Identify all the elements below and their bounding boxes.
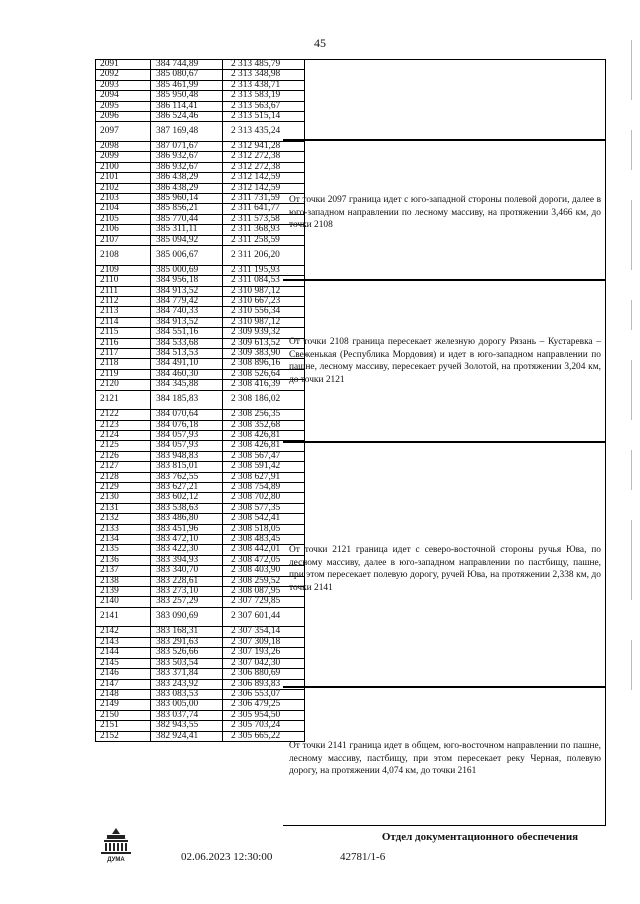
- document-number: 42781/1-6: [340, 851, 386, 863]
- y-coordinate-cell: 2 312 142,59: [223, 173, 305, 183]
- y-coordinate-cell: 2 310 667,23: [223, 296, 305, 306]
- point-number-cell: 2137: [96, 566, 151, 576]
- x-coordinate-cell: 383 037,74: [151, 710, 223, 720]
- table-row: [96, 441, 305, 451]
- y-coordinate-cell: 2 308 702,80: [223, 493, 305, 503]
- x-coordinate-cell: 384 057,93: [151, 441, 223, 451]
- y-coordinate-cell: 2 305 703,24: [223, 721, 305, 731]
- point-number-cell: 2132: [96, 514, 151, 524]
- y-coordinate-cell: 2 312 272,38: [223, 162, 305, 172]
- point-number-cell: 2128: [96, 472, 151, 482]
- boundary-sheet: [95, 59, 606, 826]
- table-row: [96, 204, 305, 214]
- table-row: [96, 80, 305, 90]
- y-coordinate-cell: 2 311 731,59: [223, 194, 305, 204]
- point-number-cell: 2150: [96, 710, 151, 720]
- page-edge-marks: [628, 40, 636, 760]
- x-coordinate-cell: 383 257,29: [151, 597, 223, 607]
- point-number-cell: 2103: [96, 194, 151, 204]
- y-coordinate-cell: 2 306 553,07: [223, 689, 305, 699]
- y-coordinate-cell: 2 307 354,14: [223, 627, 305, 637]
- x-coordinate-cell: 383 472,10: [151, 535, 223, 545]
- x-coordinate-cell: 385 770,44: [151, 214, 223, 224]
- table-row: [96, 597, 305, 607]
- y-coordinate-cell: 2 313 563,67: [223, 101, 305, 111]
- point-number-cell: 2125: [96, 441, 151, 451]
- description-cell-2108: [283, 280, 606, 442]
- x-coordinate-cell: 384 460,30: [151, 369, 223, 379]
- description-cell-2141: [283, 687, 606, 826]
- table-row: [96, 390, 305, 410]
- y-coordinate-cell: 2 306 880,69: [223, 669, 305, 679]
- point-number-cell: 2094: [96, 91, 151, 101]
- description-text-2141: От точки 2141 граница идет в общем, юго-восточном направлении по пашне, лесному массиву, пастбищу, при этом пересекает реку Черная, полевую дорогу, на протяжении 4,074 км, до точки 2161: [289, 741, 601, 777]
- x-coordinate-cell: 383 371,84: [151, 669, 223, 679]
- point-number-cell: 2108: [96, 246, 151, 266]
- x-coordinate-cell: 387 169,48: [151, 122, 223, 142]
- x-coordinate-cell: 383 602,12: [151, 493, 223, 503]
- x-coordinate-cell: 386 524,46: [151, 112, 223, 122]
- x-coordinate-cell: 384 070,64: [151, 410, 223, 420]
- table-row: [96, 60, 305, 70]
- point-number-cell: 2140: [96, 597, 151, 607]
- table-row: [96, 545, 305, 555]
- point-number-cell: 2121: [96, 390, 151, 410]
- description-cell-2097: [283, 140, 606, 280]
- point-number-cell: 2138: [96, 576, 151, 586]
- x-coordinate-cell: 385 094,92: [151, 235, 223, 245]
- table-row: [96, 493, 305, 503]
- x-coordinate-cell: 384 076,18: [151, 420, 223, 430]
- y-coordinate-cell: 2 307 042,30: [223, 658, 305, 668]
- y-coordinate-cell: 2 308 472,05: [223, 555, 305, 565]
- y-coordinate-cell: 2 308 403,90: [223, 566, 305, 576]
- point-number-cell: 2100: [96, 162, 151, 172]
- y-coordinate-cell: 2 311 368,93: [223, 225, 305, 235]
- point-number-cell: 2105: [96, 214, 151, 224]
- x-coordinate-cell: 382 943,55: [151, 721, 223, 731]
- y-coordinate-cell: 2 313 485,79: [223, 60, 305, 70]
- x-coordinate-cell: 382 924,41: [151, 731, 223, 741]
- y-coordinate-cell: 2 309 939,32: [223, 328, 305, 338]
- table-row: [96, 162, 305, 172]
- x-coordinate-cell: 383 422,30: [151, 545, 223, 555]
- x-coordinate-cell: 383 538,63: [151, 503, 223, 513]
- x-coordinate-cell: 383 627,21: [151, 483, 223, 493]
- x-coordinate-cell: 386 932,67: [151, 162, 223, 172]
- table-row: [96, 276, 305, 286]
- table-row: [96, 194, 305, 204]
- y-coordinate-cell: 2 308 591,42: [223, 462, 305, 472]
- table-row: [96, 112, 305, 122]
- table-row: [96, 70, 305, 80]
- point-number-cell: 2124: [96, 430, 151, 440]
- point-number-cell: 2093: [96, 80, 151, 90]
- x-coordinate-cell: 384 551,16: [151, 328, 223, 338]
- x-coordinate-cell: 385 000,69: [151, 265, 223, 275]
- table-row: [96, 122, 305, 142]
- svg-text:ДУМА: ДУМА: [107, 857, 125, 863]
- y-coordinate-cell: 2 313 583,19: [223, 91, 305, 101]
- y-coordinate-cell: 2 305 665,22: [223, 731, 305, 741]
- point-number-cell: 2133: [96, 524, 151, 534]
- table-row: [96, 566, 305, 576]
- x-coordinate-cell: 385 461,99: [151, 80, 223, 90]
- point-number-cell: 2152: [96, 731, 151, 741]
- point-number-cell: 2096: [96, 112, 151, 122]
- x-coordinate-cell: 383 168,31: [151, 627, 223, 637]
- y-coordinate-cell: 2 311 206,20: [223, 246, 305, 266]
- y-coordinate-cell: 2 308 577,35: [223, 503, 305, 513]
- point-number-cell: 2146: [96, 669, 151, 679]
- y-coordinate-cell: 2 307 601,44: [223, 607, 305, 627]
- x-coordinate-cell: 384 913,52: [151, 317, 223, 327]
- y-coordinate-cell: 2 308 518,05: [223, 524, 305, 534]
- y-coordinate-cell: 2 313 515,14: [223, 112, 305, 122]
- point-number-cell: 2110: [96, 276, 151, 286]
- table-row: [96, 286, 305, 296]
- x-coordinate-cell: 384 956,18: [151, 276, 223, 286]
- point-number-cell: 2139: [96, 587, 151, 597]
- y-coordinate-cell: 2 306 479,25: [223, 700, 305, 710]
- y-coordinate-cell: 2 308 567,47: [223, 451, 305, 461]
- y-coordinate-cell: 2 307 309,18: [223, 637, 305, 647]
- x-coordinate-cell: 385 856,21: [151, 204, 223, 214]
- point-number-cell: 2147: [96, 679, 151, 689]
- x-coordinate-cell: 383 486,80: [151, 514, 223, 524]
- table-row: [96, 451, 305, 461]
- table-row: [96, 359, 305, 369]
- page-number: 45: [314, 36, 326, 50]
- point-number-cell: 2131: [96, 503, 151, 513]
- point-number-cell: 2117: [96, 348, 151, 358]
- table-row: [96, 576, 305, 586]
- y-coordinate-cell: 2 311 084,53: [223, 276, 305, 286]
- y-coordinate-cell: 2 307 193,26: [223, 648, 305, 658]
- y-coordinate-cell: 2 307 729,85: [223, 597, 305, 607]
- y-coordinate-cell: 2 311 258,59: [223, 235, 305, 245]
- table-row: [96, 514, 305, 524]
- table-row: [96, 183, 305, 193]
- point-number-cell: 2113: [96, 307, 151, 317]
- point-number-cell: 2109: [96, 265, 151, 275]
- table-row: [96, 142, 305, 152]
- x-coordinate-cell: 383 090,69: [151, 607, 223, 627]
- y-coordinate-cell: 2 309 383,90: [223, 348, 305, 358]
- description-text-2121: От точки 2121 граница идет с северо-восточной стороны ручья Юва, по лесному массиву, далее в юго-западном направлении по пастбищу, пашне, при этом пересекает полевую дорогу, ручей Юва, на протяжении 2,338 км, до точки 2141: [289, 545, 601, 593]
- table-row: [96, 214, 305, 224]
- point-number-cell: 2123: [96, 420, 151, 430]
- table-row: [96, 483, 305, 493]
- y-coordinate-cell: 2 313 348,98: [223, 70, 305, 80]
- table-row: [96, 420, 305, 430]
- table-row: [96, 91, 305, 101]
- x-coordinate-cell: 383 228,61: [151, 576, 223, 586]
- table-row: [96, 658, 305, 668]
- description-cell-continuation: [283, 59, 606, 140]
- point-number-cell: 2097: [96, 122, 151, 142]
- point-number-cell: 2134: [96, 535, 151, 545]
- y-coordinate-cell: 2 311 641,77: [223, 204, 305, 214]
- x-coordinate-cell: 384 491,10: [151, 359, 223, 369]
- y-coordinate-cell: 2 308 352,68: [223, 420, 305, 430]
- description-text-2108: От точки 2108 граница пересекает железную дорогу Рязань – Кустаревка – Свеженькая (Республика Мордовия) и идет в юго-западном направлении по пашне, лесному массиву, пересекает ручей Золотой, на протяжении 3,204 км, до точки 2121: [289, 337, 601, 385]
- x-coordinate-cell: 385 950,48: [151, 91, 223, 101]
- x-coordinate-cell: 383 503,54: [151, 658, 223, 668]
- point-number-cell: 2135: [96, 545, 151, 555]
- table-row: [96, 265, 305, 275]
- table-row: [96, 369, 305, 379]
- point-number-cell: 2148: [96, 689, 151, 699]
- x-coordinate-cell: 386 114,41: [151, 101, 223, 111]
- table-row: [96, 307, 305, 317]
- point-number-cell: 2099: [96, 152, 151, 162]
- table-row: [96, 152, 305, 162]
- x-coordinate-cell: 385 080,67: [151, 70, 223, 80]
- y-coordinate-cell: 2 308 896,16: [223, 359, 305, 369]
- duma-seal-icon: [96, 826, 136, 864]
- point-number-cell: 2111: [96, 286, 151, 296]
- x-coordinate-cell: 386 932,67: [151, 152, 223, 162]
- y-coordinate-cell: 2 313 438,71: [223, 80, 305, 90]
- table-row: [96, 669, 305, 679]
- table-row: [96, 101, 305, 111]
- point-number-cell: 2122: [96, 410, 151, 420]
- x-coordinate-cell: 383 762,55: [151, 472, 223, 482]
- table-row: [96, 328, 305, 338]
- x-coordinate-cell: 383 526,66: [151, 648, 223, 658]
- x-coordinate-cell: 384 740,33: [151, 307, 223, 317]
- point-number-cell: 2144: [96, 648, 151, 658]
- table-row: [96, 731, 305, 741]
- y-coordinate-cell: 2 308 416,39: [223, 380, 305, 390]
- x-coordinate-cell: 384 185,83: [151, 390, 223, 410]
- x-coordinate-cell: 383 340,70: [151, 566, 223, 576]
- table-row: [96, 607, 305, 627]
- table-row: [96, 225, 305, 235]
- y-coordinate-cell: 2 308 256,35: [223, 410, 305, 420]
- point-number-cell: 2106: [96, 225, 151, 235]
- point-number-cell: 2119: [96, 369, 151, 379]
- x-coordinate-cell: 383 291,63: [151, 637, 223, 647]
- point-number-cell: 2143: [96, 637, 151, 647]
- y-coordinate-cell: 2 308 259,52: [223, 576, 305, 586]
- y-coordinate-cell: 2 308 542,41: [223, 514, 305, 524]
- description-cell-2121: [283, 442, 606, 687]
- table-row: [96, 503, 305, 513]
- table-row: [96, 535, 305, 545]
- point-number-cell: 2114: [96, 317, 151, 327]
- y-coordinate-cell: 2 311 195,93: [223, 265, 305, 275]
- point-number-cell: 2102: [96, 183, 151, 193]
- x-coordinate-cell: 386 438,29: [151, 173, 223, 183]
- x-coordinate-cell: 385 006,67: [151, 246, 223, 266]
- table-row: [96, 246, 305, 266]
- point-number-cell: 2118: [96, 359, 151, 369]
- y-coordinate-cell: 2 312 142,59: [223, 183, 305, 193]
- table-row: [96, 627, 305, 637]
- x-coordinate-cell: 384 779,42: [151, 296, 223, 306]
- table-row: [96, 679, 305, 689]
- point-number-cell: 2145: [96, 658, 151, 668]
- y-coordinate-cell: 2 308 627,91: [223, 472, 305, 482]
- point-number-cell: 2120: [96, 380, 151, 390]
- x-coordinate-cell: 384 744,89: [151, 60, 223, 70]
- y-coordinate-cell: 2 308 754,89: [223, 483, 305, 493]
- x-coordinate-cell: 387 071,67: [151, 142, 223, 152]
- x-coordinate-cell: 383 243,92: [151, 679, 223, 689]
- point-number-cell: 2136: [96, 555, 151, 565]
- y-coordinate-cell: 2 313 435,24: [223, 122, 305, 142]
- y-coordinate-cell: 2 309 613,52: [223, 338, 305, 348]
- table-row: [96, 524, 305, 534]
- x-coordinate-cell: 384 533,68: [151, 338, 223, 348]
- table-row: [96, 710, 305, 720]
- y-coordinate-cell: 2 311 573,58: [223, 214, 305, 224]
- point-number-cell: 2098: [96, 142, 151, 152]
- point-number-cell: 2141: [96, 607, 151, 627]
- table-row: [96, 700, 305, 710]
- point-number-cell: 2116: [96, 338, 151, 348]
- point-number-cell: 2151: [96, 721, 151, 731]
- point-number-cell: 2129: [96, 483, 151, 493]
- table-row: [96, 296, 305, 306]
- table-row: [96, 235, 305, 245]
- y-coordinate-cell: 2 308 526,64: [223, 369, 305, 379]
- table-row: [96, 338, 305, 348]
- description-text-2097: От точки 2097 граница идет с юго-западной стороны полевой дороги, далее в юго-западном направлении по лесному массиву, на протяжении 3,466 км, до точки 2108: [289, 195, 601, 231]
- point-number-cell: 2112: [96, 296, 151, 306]
- y-coordinate-cell: 2 308 442,01: [223, 545, 305, 555]
- x-coordinate-cell: 383 815,01: [151, 462, 223, 472]
- point-number-cell: 2104: [96, 204, 151, 214]
- table-row: [96, 689, 305, 699]
- x-coordinate-cell: 383 948,83: [151, 451, 223, 461]
- table-row: [96, 410, 305, 420]
- point-number-cell: 2127: [96, 462, 151, 472]
- x-coordinate-cell: 385 311,11: [151, 225, 223, 235]
- point-number-cell: 2107: [96, 235, 151, 245]
- x-coordinate-cell: 383 394,93: [151, 555, 223, 565]
- table-row: [96, 173, 305, 183]
- y-coordinate-cell: 2 312 941,28: [223, 142, 305, 152]
- table-row: [96, 637, 305, 647]
- department-label: Отдел документационного обеспечения: [381, 831, 579, 843]
- y-coordinate-cell: 2 312 272,38: [223, 152, 305, 162]
- point-number-cell: 2142: [96, 627, 151, 637]
- table-row: [96, 430, 305, 440]
- table-row: [96, 587, 305, 597]
- y-coordinate-cell: 2 308 426,81: [223, 441, 305, 451]
- coordinates-table: [95, 59, 305, 742]
- point-number-cell: 2149: [96, 700, 151, 710]
- y-coordinate-cell: 2 310 987,12: [223, 317, 305, 327]
- y-coordinate-cell: 2 308 426,81: [223, 430, 305, 440]
- y-coordinate-cell: 2 306 893,83: [223, 679, 305, 689]
- x-coordinate-cell: 384 057,93: [151, 430, 223, 440]
- table-row: [96, 648, 305, 658]
- table-row: [96, 380, 305, 390]
- y-coordinate-cell: 2 305 954,50: [223, 710, 305, 720]
- table-row: [96, 462, 305, 472]
- x-coordinate-cell: 385 960,14: [151, 194, 223, 204]
- x-coordinate-cell: 383 273,10: [151, 587, 223, 597]
- y-coordinate-cell: 2 310 987,12: [223, 286, 305, 296]
- y-coordinate-cell: 2 308 483,45: [223, 535, 305, 545]
- table-row: [96, 317, 305, 327]
- registration-date: 02.06.2023 12:30:00: [181, 851, 273, 863]
- point-number-cell: 2092: [96, 70, 151, 80]
- table-row: [96, 472, 305, 482]
- point-number-cell: 2095: [96, 101, 151, 111]
- table-row: [96, 348, 305, 358]
- x-coordinate-cell: 383 451,96: [151, 524, 223, 534]
- point-number-cell: 2115: [96, 328, 151, 338]
- table-row: [96, 721, 305, 731]
- y-coordinate-cell: 2 308 087,95: [223, 587, 305, 597]
- x-coordinate-cell: 383 083,53: [151, 689, 223, 699]
- x-coordinate-cell: 384 513,53: [151, 348, 223, 358]
- y-coordinate-cell: 2 308 186,02: [223, 390, 305, 410]
- point-number-cell: 2101: [96, 173, 151, 183]
- y-coordinate-cell: 2 310 556,34: [223, 307, 305, 317]
- table-row: [96, 555, 305, 565]
- x-coordinate-cell: 386 438,29: [151, 183, 223, 193]
- x-coordinate-cell: 384 345,88: [151, 380, 223, 390]
- x-coordinate-cell: 384 913,52: [151, 286, 223, 296]
- point-number-cell: 2126: [96, 451, 151, 461]
- point-number-cell: 2091: [96, 60, 151, 70]
- point-number-cell: 2130: [96, 493, 151, 503]
- x-coordinate-cell: 383 005,00: [151, 700, 223, 710]
